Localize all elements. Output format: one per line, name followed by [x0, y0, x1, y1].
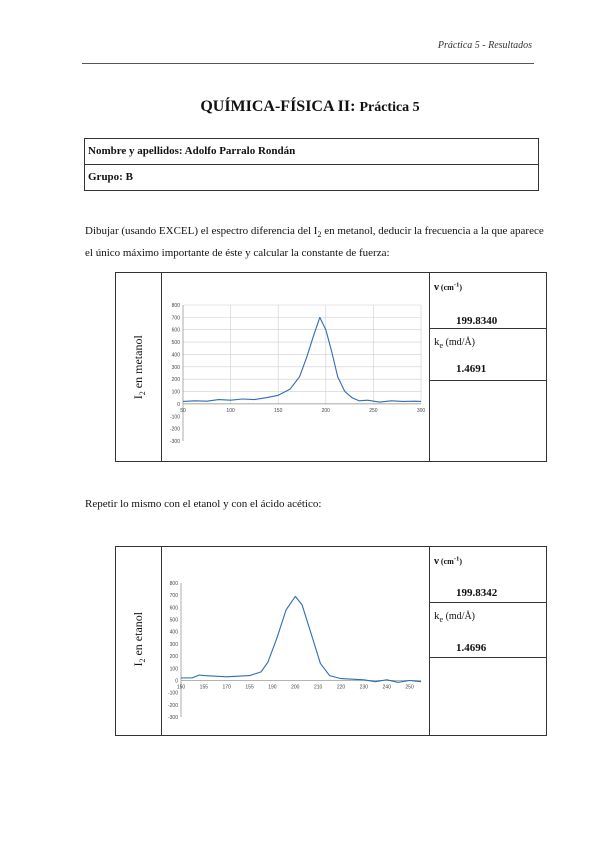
panel1-nu-value: 199.8340	[456, 315, 498, 327]
panel1-ylabel: $I_2$ en metanol	[130, 335, 148, 400]
y-tick-label: 500	[169, 617, 178, 624]
results-panel-ethanol	[115, 546, 547, 736]
x-tick-label: 100	[226, 407, 235, 414]
x-tick-label: 150	[176, 684, 186, 691]
series-line	[183, 317, 421, 402]
y-tick-label: 700	[171, 315, 180, 322]
panel2-k-value: 1.4696	[456, 642, 487, 654]
x-tick-label: 230	[359, 684, 369, 691]
title-main: QUÍMICA-FÍSICA II:	[200, 98, 356, 115]
x-tick-label: 150	[274, 407, 283, 414]
panel2-nu-rule	[429, 602, 546, 603]
panel2-divider-right	[429, 547, 430, 735]
instruction-paragraph-2: Repetir lo mismo con el etanol y con el ácido acético:	[85, 498, 322, 510]
panel2-divider-left	[161, 547, 162, 735]
y-tick-label: 500	[171, 340, 180, 347]
panel1-divider-right	[429, 273, 430, 461]
y-tick-label: -300	[169, 439, 180, 445]
y-tick-label: 400	[171, 352, 180, 359]
instruction-paragraph-1	[85, 222, 545, 263]
y-tick-label: 300	[171, 364, 180, 371]
para1-post: en metanol, deducir la frecuencia a la que aparece el único máximo importante de éste y calcular la constante de fuerza:	[85, 225, 544, 260]
y-tick-label: 0	[175, 678, 178, 685]
panel2-k-label: $k_e$ (md/Å)	[434, 610, 476, 625]
title-sub: Práctica 5	[359, 100, 420, 115]
x-tick-label: 50	[180, 407, 186, 414]
running-header: Práctica 5 - Resultados	[437, 40, 532, 51]
panel2-nu-label: ν $(cm^{-1})$	[434, 555, 463, 567]
y-tick-label: 400	[169, 629, 178, 636]
group-row: Grupo: B	[85, 164, 538, 190]
series-line	[181, 596, 421, 682]
para1-pre: Dibujar (usando EXCEL) el espectro diferencia del I	[85, 225, 318, 237]
x-tick-label: 300	[416, 407, 426, 414]
x-tick-label: 250	[405, 684, 414, 691]
x-tick-label: 155	[245, 684, 254, 691]
y-tick-label: 200	[171, 377, 180, 384]
x-tick-label: 200	[321, 407, 330, 414]
x-tick-label: 190	[268, 684, 277, 691]
y-tick-label: -200	[169, 426, 180, 433]
x-tick-label: 240	[382, 684, 391, 691]
panel1-divider-left	[161, 273, 162, 461]
x-tick-label: 220	[336, 684, 346, 691]
panel2-nu-value: 199.8342	[456, 587, 498, 599]
y-tick-label: 200	[169, 654, 178, 661]
panel1-nu-label: ν $(cm^{-1})$	[434, 281, 463, 293]
panel2-ylabel: $I_2$ en etanol	[130, 611, 148, 667]
x-tick-label: 200	[291, 684, 300, 691]
y-tick-label: -100	[167, 690, 178, 697]
y-tick-label: 600	[169, 605, 178, 612]
y-tick-label: 100	[169, 666, 178, 673]
header-rule	[82, 63, 534, 64]
y-tick-label: 600	[171, 327, 180, 334]
y-tick-label: -100	[169, 414, 180, 421]
chart-ethanol	[163, 577, 427, 725]
x-tick-label: 155	[199, 684, 209, 691]
panel1-k-value: 1.4691	[456, 363, 487, 375]
student-info-box	[84, 138, 539, 191]
para1-sub: 2	[317, 230, 322, 240]
page-title	[0, 98, 600, 116]
y-tick-label: 100	[171, 389, 180, 396]
y-tick-label: -300	[167, 715, 178, 721]
x-tick-label: 170	[222, 684, 231, 691]
results-panel-methanol	[115, 272, 547, 462]
y-tick-label: 0	[177, 401, 180, 408]
chart-methanol	[163, 275, 427, 451]
name-row: Nombre y apellidos: Adolfo Parralo Rondán	[88, 145, 296, 157]
panel1-k-rule	[429, 380, 546, 381]
panel1-nu-rule	[429, 328, 546, 329]
y-tick-label: 700	[169, 593, 178, 600]
panel2-k-rule	[429, 657, 546, 658]
y-tick-label: 800	[171, 303, 180, 309]
y-tick-label: 800	[169, 581, 178, 587]
x-tick-label: 210	[313, 684, 323, 691]
y-tick-label: -200	[167, 702, 178, 709]
y-tick-label: 300	[169, 641, 178, 648]
panel1-k-label: $k_e$ (md/Å)	[434, 336, 476, 351]
x-tick-label: 250	[369, 407, 378, 414]
